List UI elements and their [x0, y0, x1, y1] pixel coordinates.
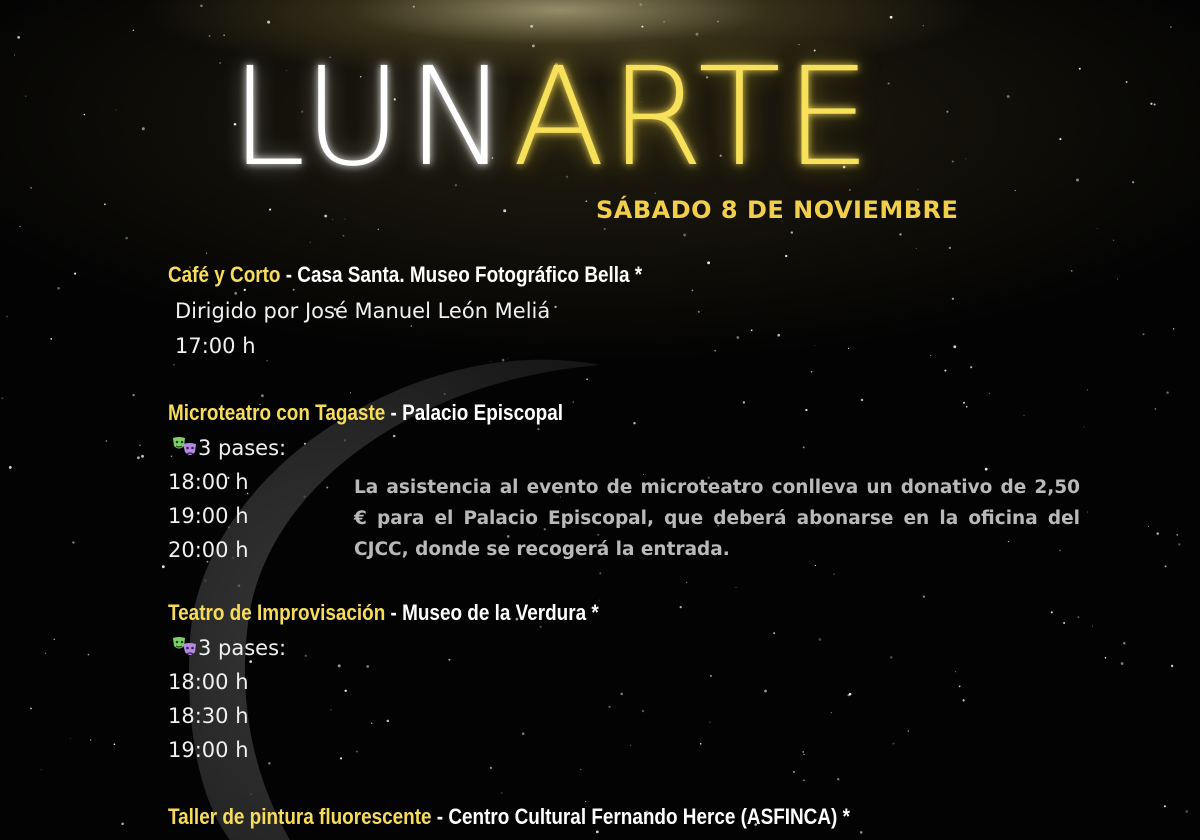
event-director: Dirigido por José Manuel León Meliá — [175, 299, 551, 323]
event-title-taller-pintura — [168, 804, 850, 830]
event-title-teatro-improvisacion — [168, 600, 599, 626]
event-separator: - — [385, 400, 403, 425]
event-date: SÁBADO 8 DE NOVIEMBRE — [596, 196, 959, 224]
event-title-microteatro — [168, 400, 563, 426]
session-time: 19:00 h — [168, 504, 249, 528]
theater-masks-icon — [172, 436, 198, 458]
lunarte-logo — [230, 39, 875, 197]
session-time: 18:00 h — [168, 470, 249, 494]
session-time: 19:00 h — [168, 738, 249, 762]
event-sessions — [172, 636, 286, 660]
event-name: Taller de pintura fluorescente — [168, 804, 432, 829]
event-sessions — [172, 436, 286, 460]
session-time: 20:00 h — [168, 538, 249, 562]
event-name: Microteatro con Tagaste — [168, 400, 386, 425]
session-time: 18:30 h — [168, 704, 249, 728]
session-time: 18:00 h — [168, 670, 249, 694]
sessions-label: 3 pases: — [198, 636, 287, 660]
event-name: Café y Corto — [168, 262, 281, 287]
logo-text-lun: LUN — [230, 39, 513, 197]
event-venue: Centro Cultural Fernando Herce (ASFINCA) * — [448, 804, 850, 829]
event-time: 17:00 h — [175, 334, 256, 358]
event-separator: - — [385, 600, 403, 625]
event-venue: Casa Santa. Museo Fotográfico Bella * — [297, 262, 643, 287]
microteatro-donation-note: La asistencia al evento de microteatro conlleva un donativo de 2,50 € para el Palacio Episcopal, que deberá abonarse en la oficina del CJCC, donde se recogerá la entrada. — [354, 477, 1080, 560]
event-title-cafe-corto — [168, 262, 642, 288]
event-venue: Palacio Episcopal — [402, 400, 563, 425]
event-separator: - — [280, 262, 298, 287]
sessions-label: 3 pases: — [198, 436, 287, 460]
event-separator: - — [431, 804, 449, 829]
event-venue: Museo de la Verdura * — [402, 600, 599, 625]
theater-masks-icon — [172, 636, 198, 658]
event-name: Teatro de Improvisación — [168, 600, 386, 625]
logo-text-arte: ARTE — [512, 39, 875, 197]
